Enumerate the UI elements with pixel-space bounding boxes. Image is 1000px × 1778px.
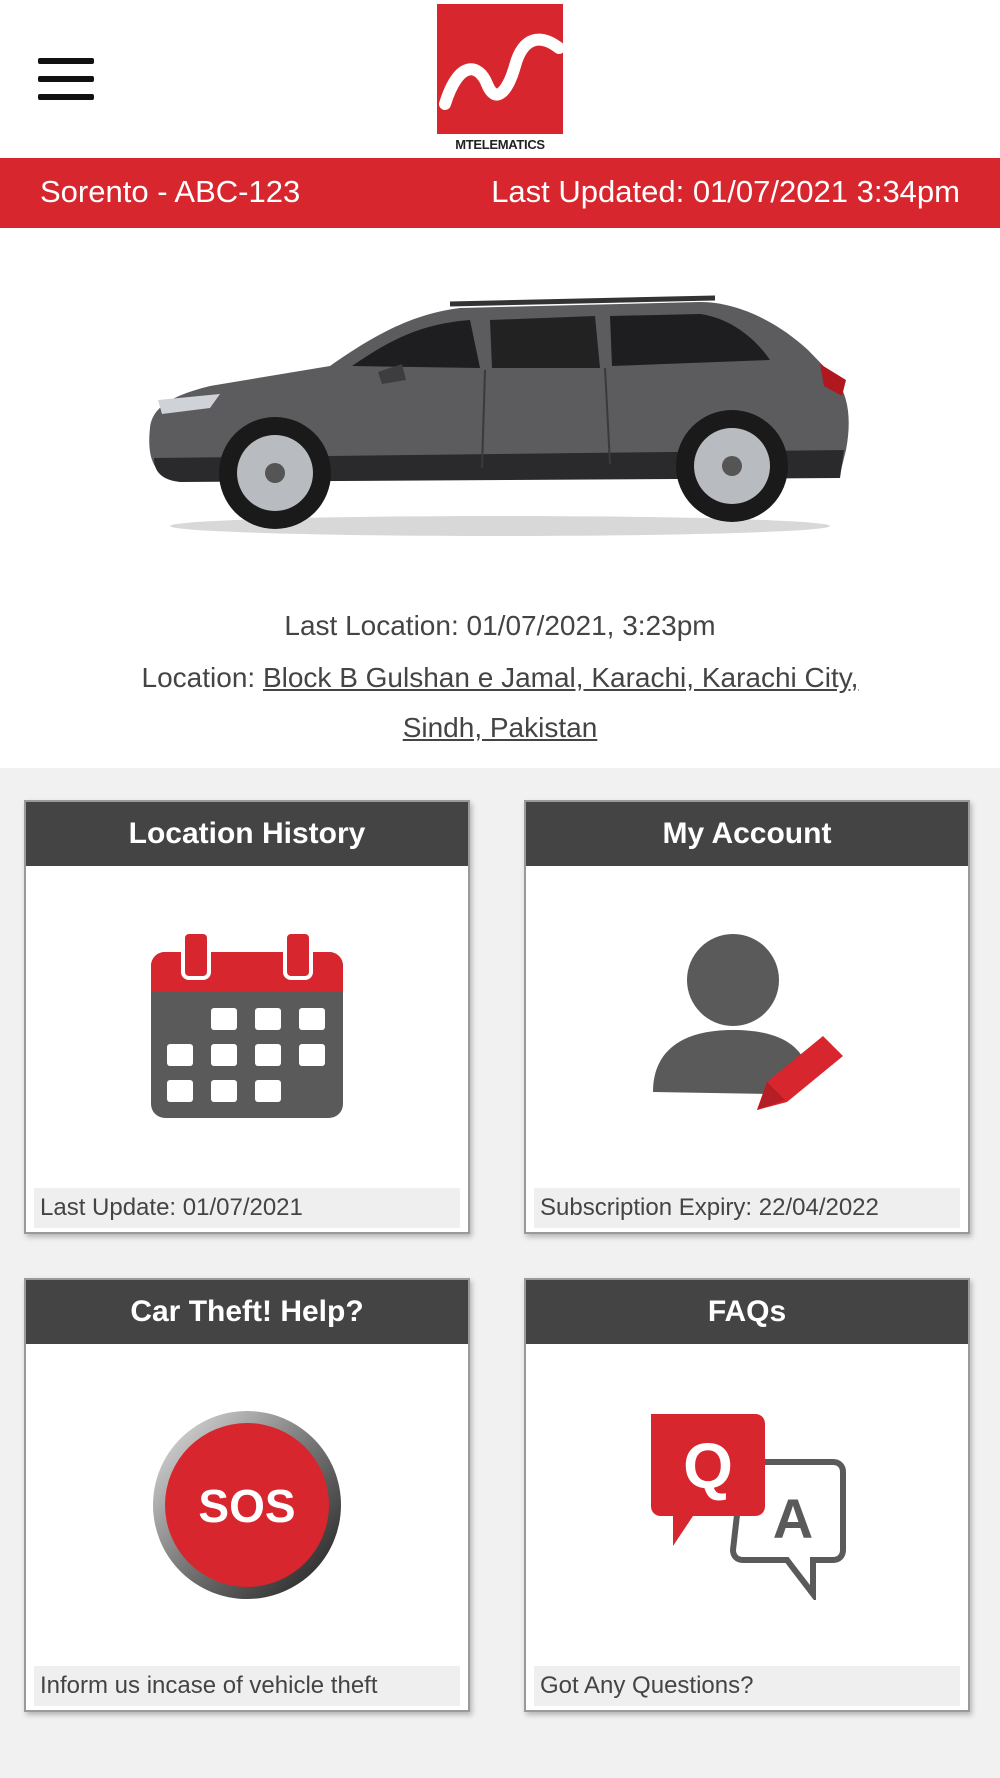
card-title: Car Theft! Help? [26, 1280, 468, 1344]
location-address-link-2[interactable]: Sindh, Pakistan [402, 712, 598, 743]
sos-label: SOS [198, 1480, 296, 1532]
sos-button-icon [147, 1410, 347, 1600]
brand-logo [437, 4, 563, 154]
qa-chat-icon [647, 1410, 847, 1600]
car-theft-sos-card[interactable] [24, 1278, 470, 1712]
car-image [140, 268, 860, 538]
location-line-2 [0, 712, 1000, 744]
card-footer: Last Update: 01/07/2021 [34, 1188, 460, 1228]
location-line [0, 662, 1000, 694]
location-history-card[interactable] [24, 800, 470, 1234]
my-account-card[interactable] [524, 800, 970, 1234]
top-header [0, 0, 1000, 158]
card-footer: Got Any Questions? [534, 1666, 960, 1706]
last-location-time: Last Location: 01/07/2021, 3:23pm [284, 610, 716, 641]
logo-wave-icon [437, 4, 563, 134]
logo-text: MTELEMATICS [455, 137, 545, 152]
a-letter: A [772, 1487, 814, 1550]
location-label: Location: [141, 662, 263, 693]
logo-mark [437, 4, 563, 134]
q-letter: Q [683, 1430, 733, 1502]
faqs-card[interactable] [524, 1278, 970, 1712]
calendar-icon [147, 932, 347, 1122]
card-title: My Account [526, 802, 968, 866]
location-address-link[interactable]: Block B Gulshan e Jamal, Karachi, Karachi City, [262, 662, 859, 693]
vehicle-summary [0, 228, 1000, 768]
card-title: FAQs [526, 1280, 968, 1344]
last-updated-text: Last Updated: 01/07/2021 3:34pm [491, 174, 960, 209]
card-footer: Inform us incase of vehicle theft [34, 1666, 460, 1706]
hamburger-menu-icon[interactable] [38, 58, 94, 100]
vehicle-status-bar [0, 158, 1000, 228]
user-edit-icon [647, 932, 847, 1122]
card-footer: Subscription Expiry: 22/04/2022 [534, 1188, 960, 1228]
vehicle-name: Sorento - ABC-123 [40, 174, 301, 209]
card-title: Location History [26, 802, 468, 866]
